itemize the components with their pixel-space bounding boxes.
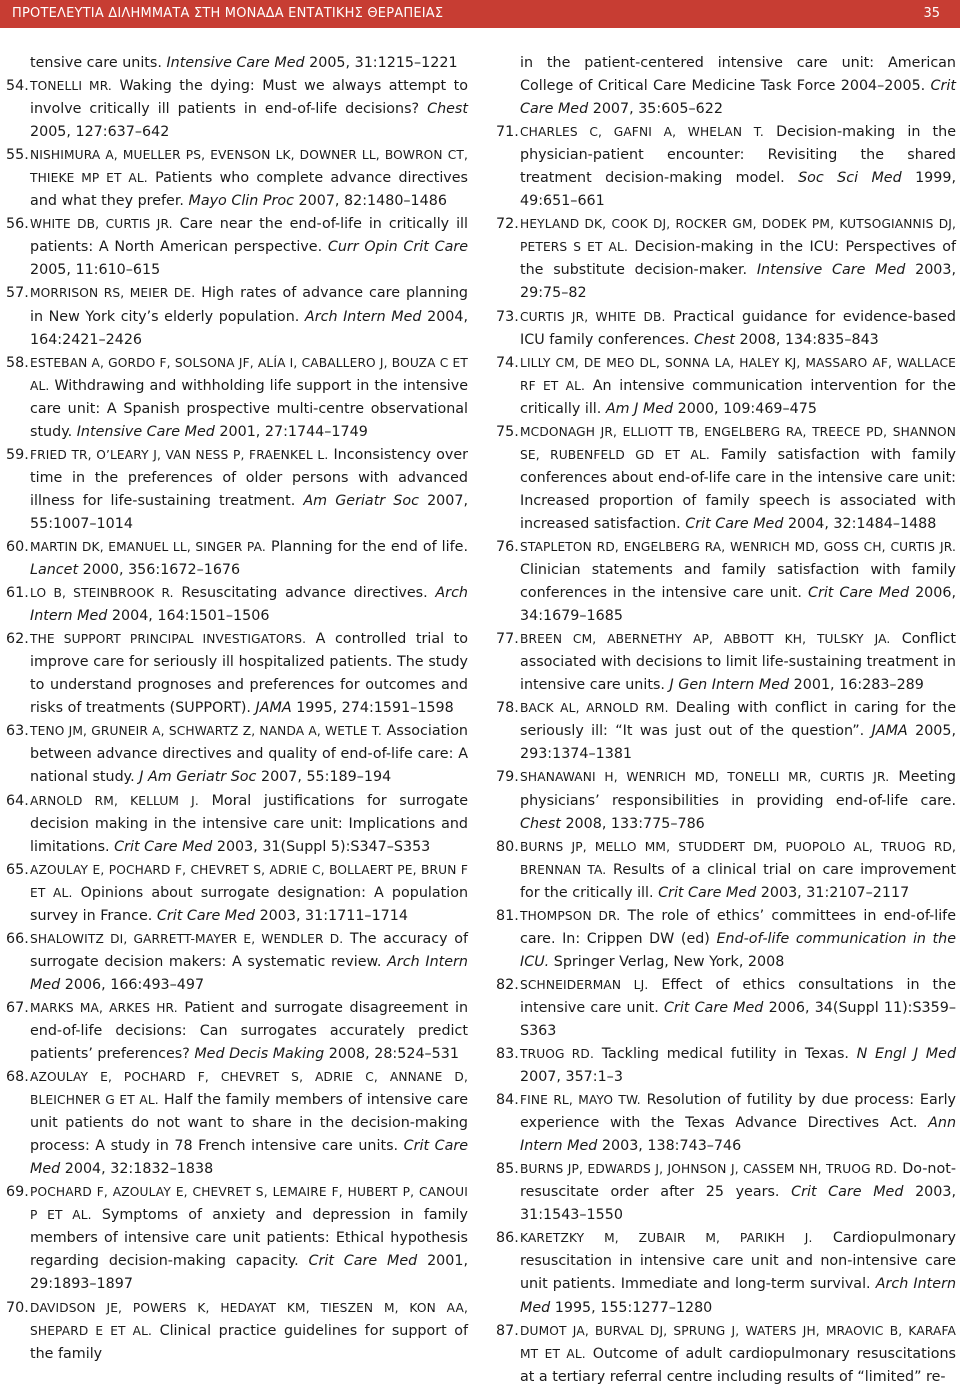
reference-number: 68. <box>6 1069 29 1086</box>
reference-entry <box>6 997 468 1066</box>
reference-journal: JAMA <box>255 700 292 717</box>
reference-citation: 2003, 31:1543–1550 <box>520 1184 957 1224</box>
reference-journal: Lancet <box>30 562 79 579</box>
reference-title: Patients who complete advance directives and what they prefer. <box>30 170 469 210</box>
reference-citation: 2006, 34:1679–1685 <box>520 585 956 625</box>
reference-citation: 2007, 82:1480–1486 <box>298 193 447 210</box>
left-column <box>6 52 468 1366</box>
header-band <box>0 0 960 28</box>
reference-authors: DUMOT JA, BURVAL DJ, SPRUNG J, WATERS JH, MRAOVIC B, KARAFA MT ET AL. <box>520 1323 956 1361</box>
reference-number: 85. <box>496 1161 519 1178</box>
reference-title: An intensive communication intervention for the critically ill. <box>520 377 956 417</box>
reference-title: Tackling medical futility in Texas. <box>601 1046 849 1063</box>
reference-citation: 2008, 133:775–786 <box>565 815 705 832</box>
reference-title: Opinions about surrogate designation: A population survey in France. <box>30 884 469 924</box>
reference-citation: 2005, 31:1215–1221 <box>309 55 458 71</box>
reference-entry <box>6 628 468 720</box>
reference-title: Cardiopulmonary resuscitation in intensive care unit and non-intensive care unit patients. Immediate and long-term survival. <box>520 1230 956 1293</box>
reference-authors: WHITE DB, CURTIS JR. <box>30 217 173 232</box>
reference-number: 69. <box>6 1184 29 1201</box>
reference-title: Effect of ethics consultations in the intensive care unit. <box>520 976 956 1016</box>
reference-title: Conflict associated with decisions to limit life-sustaining treatment in intensive care units. <box>520 631 956 694</box>
running-header-title: ΠΡΟΤΕΛΕΥΤΙΑ ΔΙΛΗΜΜΑΤΑ ΣΤΗ ΜΟΝΑΔΑ ΕΝΤΑΤΙΚΗΣ ΘΕΡΑΠΕΙΑΣ <box>12 6 444 21</box>
reference-entry <box>6 444 468 536</box>
reference-number: 58. <box>6 354 29 371</box>
reference-journal: Arch Intern Med <box>304 308 422 325</box>
reference-journal: Arch Intern Med <box>30 585 468 625</box>
reference-authors: AZOULAY E, POCHARD F, CHEVRET S, ADRIE C, ANNANE D, BLEICHNER G ET AL. <box>30 1070 468 1108</box>
reference-title: Family satisfaction with family conferences about end-of-life care in the intensive care unit: Increased proportion of family speech is associated with increased satisfaction. <box>520 446 957 532</box>
reference-journal: Am Geriatr Soc <box>303 492 419 509</box>
reference-number: 84. <box>496 1092 519 1109</box>
reference-entry <box>6 282 468 351</box>
reference-journal: J Am Geriatr Soc <box>139 769 257 786</box>
reference-authors: DAVIDSON JE, POWERS K, HEDAYAT KM, TIESZEN M, KON AA, SHEPARD E ET AL. <box>30 1300 468 1338</box>
reference-citation: 2008, 28:524–531 <box>328 1046 459 1063</box>
reference-number: 73. <box>496 308 519 325</box>
reference-title: Decision-making in the physician-patient encounter: Revisiting the shared treatment decision-making model. <box>520 124 957 187</box>
reference-number: 66. <box>6 930 29 947</box>
reference-number: 80. <box>496 838 519 855</box>
reference-journal: End-of-life communication in the ICU. <box>520 930 957 970</box>
reference-journal: Curr Opin Crit Care <box>327 239 469 256</box>
reference-number: 62. <box>6 631 29 648</box>
reference-citation: 2004, 32:1484–1488 <box>787 515 937 532</box>
reference-authors: BURNS JP, MELLO MM, STUDDERT DM, PUOPOLO AL, TRUOG RD, BRENNAN TA. <box>520 839 956 877</box>
reference-journal: Crit Care Med <box>685 515 784 532</box>
reference-entry <box>6 720 468 789</box>
reference-authors: HEYLAND DK, COOK DJ, ROCKER GM, DODEK PM, KUTSOGIANNIS DJ, PETERS S ET AL. <box>520 217 956 255</box>
reference-journal: Am J Med <box>605 400 674 417</box>
reference-number: 83. <box>496 1046 519 1063</box>
reference-citation: 2004, 32:1832–1838 <box>64 1161 214 1178</box>
reference-citation: 2001, 27:1744–1749 <box>219 423 368 440</box>
reference-title: Waking the dying: Must we always attempt to involve critically ill patients in end-of-life decisions? <box>30 78 468 118</box>
reference-entry <box>496 352 956 421</box>
reference-citation: 2008, 134:835–843 <box>739 331 879 348</box>
reference-authors: KARETZKY M, ZUBAIR M, PARIKH J. <box>520 1231 813 1246</box>
reference-citation: 2003, 29:75–82 <box>520 262 957 302</box>
reference-entry <box>6 1066 468 1181</box>
reference-citation: 2006, 166:493–497 <box>64 976 205 993</box>
reference-title: Dealing with conflict in caring for the seriously ill: “It was just out of the question”. <box>520 700 956 740</box>
reference-journal: Crit Care Med <box>156 907 256 924</box>
reference-journal: Soc Sci Med <box>798 170 902 187</box>
reference-number: 82. <box>496 976 519 993</box>
reference-entry <box>6 213 468 282</box>
reference-authors: POCHARD F, AZOULAY E, CHEVRET S, LEMAIRE F, HUBERT P, CANOUI P ET AL. <box>30 1185 468 1223</box>
reference-entry <box>496 536 956 628</box>
reference-number: 65. <box>6 861 29 878</box>
reference-authors: STAPLETON RD, ENGELBERG RA, WENRICH MD, GOSS CH, CURTIS JR. <box>520 539 956 554</box>
reference-title: Symptoms of anxiety and depression in family members of intensive care unit patients: Ethical hypothesis regarding decision-making capacity. <box>30 1207 468 1270</box>
reference-authors: THOMPSON DR. <box>520 908 621 923</box>
reference-citation: 2003, 138:743–746 <box>601 1138 742 1155</box>
reference-journal: Arch Intern Med <box>30 953 468 993</box>
reference-title: in the patient-centered intensive care unit: American College of Critical Care Medicine Task Force 2004–2005. <box>520 55 956 95</box>
reference-journal: Crit Care Med <box>791 1184 904 1201</box>
reference-authors: FRIED TR, O’LEARY J, VAN NESS P, FRAENKEL L. <box>30 447 329 462</box>
reference-entry <box>6 352 468 444</box>
reference-title: Decision-making in the ICU: Perspectives of the substitute decision-maker. <box>520 239 956 279</box>
reference-entry <box>496 213 956 305</box>
reference-citation: Springer Verlag, New York, 2008 <box>553 953 785 970</box>
reference-entry <box>6 1297 468 1366</box>
reference-citation: 2007, 357:1–3 <box>520 1069 623 1086</box>
reference-number: 74. <box>496 354 519 371</box>
reference-journal: Intensive Care Med <box>756 262 906 279</box>
reference-journal: JAMA <box>871 723 908 740</box>
reference-entry <box>496 1227 956 1319</box>
reference-entry <box>6 1181 468 1296</box>
reference-authors: ARNOLD RM, KELLUM J. <box>30 793 199 808</box>
right-column <box>496 52 956 1389</box>
reference-entry <box>6 928 468 997</box>
page-number: 35 <box>923 6 940 21</box>
reference-entry <box>496 1043 956 1089</box>
reference-journal: Ann Intern Med <box>520 1115 957 1155</box>
reference-entry <box>496 1320 956 1389</box>
reference-title: Resuscitating advance directives. <box>181 585 428 602</box>
reference-number: 67. <box>6 999 29 1016</box>
reference-journal: J Gen Intern Med <box>669 677 790 694</box>
reference-number: 57. <box>6 285 29 302</box>
reference-number: 75. <box>496 423 519 440</box>
reference-citation: 2005, 293:1374–1381 <box>520 723 957 763</box>
reference-authors: CHARLES C, GAFNI A, WHELAN T. <box>520 125 764 140</box>
reference-journal: Med Decis Making <box>194 1046 325 1063</box>
reference-title: Withdrawing and withholding life support in the intensive care unit: A Spanish prospective multi-centre observational study. <box>30 377 468 440</box>
reference-number: 61. <box>6 585 29 602</box>
reference-entry <box>496 697 956 766</box>
reference-entry <box>6 859 468 928</box>
reference-citation: 2006, 34(Suppl 11):S359–S363 <box>520 999 956 1039</box>
reference-authors: SCHNEIDERMAN LJ. <box>520 977 649 992</box>
reference-title: Half the family members of intensive care unit patients do not want to share in the decision-making process: A study in 78 French intensive care units. <box>30 1092 468 1155</box>
reference-citation: 1995, 155:1277–1280 <box>554 1299 713 1316</box>
reference-authors: BURNS JP, EDWARDS J, JOHNSON J, CASSEM NH, TRUOG RD. <box>520 1162 898 1177</box>
reference-journal: Intensive Care Med <box>166 55 305 71</box>
reference-citation: 2003, 31:2107–2117 <box>760 884 910 901</box>
reference-title: Clinical practice guidelines for support of the family <box>30 1322 468 1362</box>
reference-title: A controlled trial to improve care for seriously ill hospitalized patients. The study to understand prognoses and preferences for outcomes and risks of treatments (SUPPORT). <box>30 631 469 717</box>
reference-entry <box>6 536 468 582</box>
reference-journal: Chest <box>427 101 468 118</box>
reference-entry <box>496 766 956 835</box>
reference-journal: Chest <box>694 331 735 348</box>
reference-journal: Crit Care Med <box>308 1253 418 1270</box>
reference-authors: MORRISON RS, MEIER DE. <box>30 286 196 301</box>
reference-journal: Crit Care Med <box>520 78 956 118</box>
reference-title: Results of a clinical trial on care improvement for the critically ill. <box>520 861 956 901</box>
reference-entry <box>496 905 956 974</box>
reference-citation: 2003, 31(Suppl 5):S347–S353 <box>216 838 431 855</box>
reference-citation: 2004, 164:2421–2426 <box>30 308 469 348</box>
reference-journal: Mayo Clin Proc <box>188 193 294 210</box>
reference-title: Patient and surrogate disagreement in end-of-life decisions: Can surrogates accurately predict patients’ preferences? <box>30 999 468 1063</box>
reference-title: Do-not-resuscitate order after 25 years. <box>520 1161 956 1201</box>
reference-number: 72. <box>496 216 519 233</box>
reference-entry <box>496 306 956 352</box>
reference-authors: THE SUPPORT PRINCIPAL INVESTIGATORS. <box>30 632 307 647</box>
reference-journal: Intensive Care Med <box>76 423 215 440</box>
reference-authors: TENO JM, GRUNEIR A, SCHWARTZ Z, NANDA A, WETLE T. <box>30 724 382 739</box>
reference-title: The accuracy of surrogate decision makers: A systematic review. <box>30 930 469 970</box>
reference-title: tensive care units. <box>30 55 162 71</box>
reference-authors: AZOULAY E, POCHARD F, CHEVRET S, ADRIE C, BOLLAERT PE, BRUN F ET AL. <box>30 862 468 900</box>
reference-citation: 2005, 127:637–642 <box>30 124 170 141</box>
reference-entry <box>6 790 468 859</box>
reference-title: Care near the end-of-life in critically ill patients: A North American perspective. <box>30 216 469 256</box>
reference-entry <box>496 974 956 1043</box>
reference-number: 63. <box>6 723 29 740</box>
reference-entry <box>6 582 468 628</box>
reference-number: 81. <box>496 907 519 924</box>
reference-citation: 2007, 35:605–622 <box>592 101 723 118</box>
reference-authors: CURTIS JR, WHITE DB. <box>520 309 666 324</box>
reference-journal: Arch Intern Med <box>520 1276 957 1316</box>
reference-authors: SHANAWANI H, WENRICH MD, TONELLI MR, CURTIS JR. <box>520 770 890 785</box>
reference-title: Planning for the end of life. <box>270 538 468 555</box>
reference-title: Outcome of adult cardiopulmonary resuscitations at a tertiary referral centre including results of “limited” re- <box>520 1345 956 1385</box>
reference-authors: MARTIN DK, EMANUEL LL, SINGER PA. <box>30 539 266 554</box>
reference-title: The role of ethics’ committees in end-of-life care. In: Crippen DW (ed) <box>520 907 957 947</box>
reference-citation: 2000, 109:469–475 <box>677 400 817 417</box>
reference-journal: Chest <box>520 815 561 832</box>
reference-citation: 2001, 16:283–289 <box>793 677 924 694</box>
reference-entry <box>496 1089 956 1158</box>
reference-entry <box>496 52 956 121</box>
reference-title: High rates of advance care planning in New York city’s elderly population. <box>30 285 468 325</box>
reference-citation: 1999, 49:651–661 <box>520 170 957 210</box>
reference-number: 56. <box>6 216 29 233</box>
reference-entry <box>496 121 956 213</box>
reference-title: Moral justifications for surrogate decision making in the intensive care unit: Implications and limitations. <box>30 792 468 855</box>
reference-citation: 2007, 55:189–194 <box>260 769 392 786</box>
reference-authors: LO B, STEINBROOK R. <box>30 586 174 601</box>
reference-title: Association between advance directives and quality of end-of-life care: A national study. <box>30 723 468 786</box>
reference-entry <box>6 52 468 75</box>
reference-citation: 2004, 164:1501–1506 <box>111 608 270 625</box>
reference-citation: 2003, 31:1711–1714 <box>259 907 408 924</box>
reference-number: 59. <box>6 446 29 463</box>
reference-number: 77. <box>496 631 519 648</box>
reference-journal: N Engl J Med <box>856 1046 957 1063</box>
reference-authors: TRUOG RD. <box>520 1047 594 1062</box>
reference-entry <box>496 836 956 905</box>
reference-number: 86. <box>496 1230 519 1247</box>
reference-authors: MCDONAGH JR, ELLIOTT TB, ENGELBERG RA, TREECE PD, SHANNON SE, RUBENFELD GD ET AL. <box>520 424 956 462</box>
reference-authors: MARKS MA, ARKES HR. <box>30 1000 178 1015</box>
reference-number: 64. <box>6 792 29 809</box>
reference-title: Resolution of futility by due process: Early experience with the Texas Advance Directives Act. <box>520 1092 957 1132</box>
reference-number: 70. <box>6 1299 29 1316</box>
reference-authors: NISHIMURA A, MUELLER PS, EVENSON LK, DOWNER LL, BOWRON CT, THIEKE MP ET AL. <box>30 148 468 186</box>
reference-number: 78. <box>496 700 519 717</box>
reference-authors: FINE RL, MAYO TW. <box>520 1093 641 1108</box>
reference-journal: Crit Care Med <box>30 1138 468 1178</box>
reference-title: Meeting physicians’ responsibilities in providing end-of-life care. <box>520 769 957 809</box>
reference-entry <box>496 628 956 697</box>
reference-citation: 1995, 274:1591–1598 <box>296 700 454 717</box>
reference-entry <box>496 421 956 536</box>
reference-citation: 2001, 29:1893–1897 <box>30 1253 468 1293</box>
reference-number: 54. <box>6 78 29 95</box>
reference-journal: Crit Care Med <box>663 999 764 1016</box>
reference-authors: BACK AL, ARNOLD RM. <box>520 701 669 716</box>
reference-number: 76. <box>496 538 519 555</box>
reference-authors: LILLY CM, DE MEO DL, SONNA LA, HALEY KJ, MASSARO AF, WALLACE RF ET AL. <box>520 355 956 393</box>
reference-journal: Crit Care Med <box>658 884 757 901</box>
reference-entry <box>6 144 468 213</box>
reference-number: 55. <box>6 147 29 164</box>
reference-title: Practical guidance for evidence-based ICU family conferences. <box>520 308 956 348</box>
reference-title: Inconsistency over time in the preferences of older persons with advanced illness for life-sustaining treatment. <box>30 446 468 509</box>
reference-number: 79. <box>496 769 519 786</box>
reference-journal: Crit Care Med <box>807 585 910 602</box>
reference-authors: TONELLI MR. <box>30 79 112 94</box>
reference-citation: 2005, 11:610–615 <box>30 262 161 279</box>
reference-entry <box>6 75 468 144</box>
reference-title: Clinician statements and family satisfaction with family conferences in the intensive care unit. <box>520 562 956 602</box>
reference-number: 87. <box>496 1322 519 1339</box>
reference-authors: ESTEBAN A, GORDO F, SOLSONA JF, ALÍA I, CABALLERO J, BOUZA C ET AL. <box>30 355 468 393</box>
reference-citation: 2000, 356:1672–1676 <box>82 562 241 579</box>
reference-citation: 2007, 55:1007–1014 <box>30 492 469 532</box>
reference-journal: Crit Care Med <box>114 838 213 855</box>
reference-authors: BREEN CM, ABERNETHY AP, ABBOTT KH, TULSKY JA. <box>520 632 891 647</box>
reference-authors: SHALOWITZ DI, GARRETT-MAYER E, WENDLER D. <box>30 931 344 946</box>
reference-number: 71. <box>496 124 519 141</box>
reference-entry <box>496 1158 956 1227</box>
reference-number: 60. <box>6 538 29 555</box>
